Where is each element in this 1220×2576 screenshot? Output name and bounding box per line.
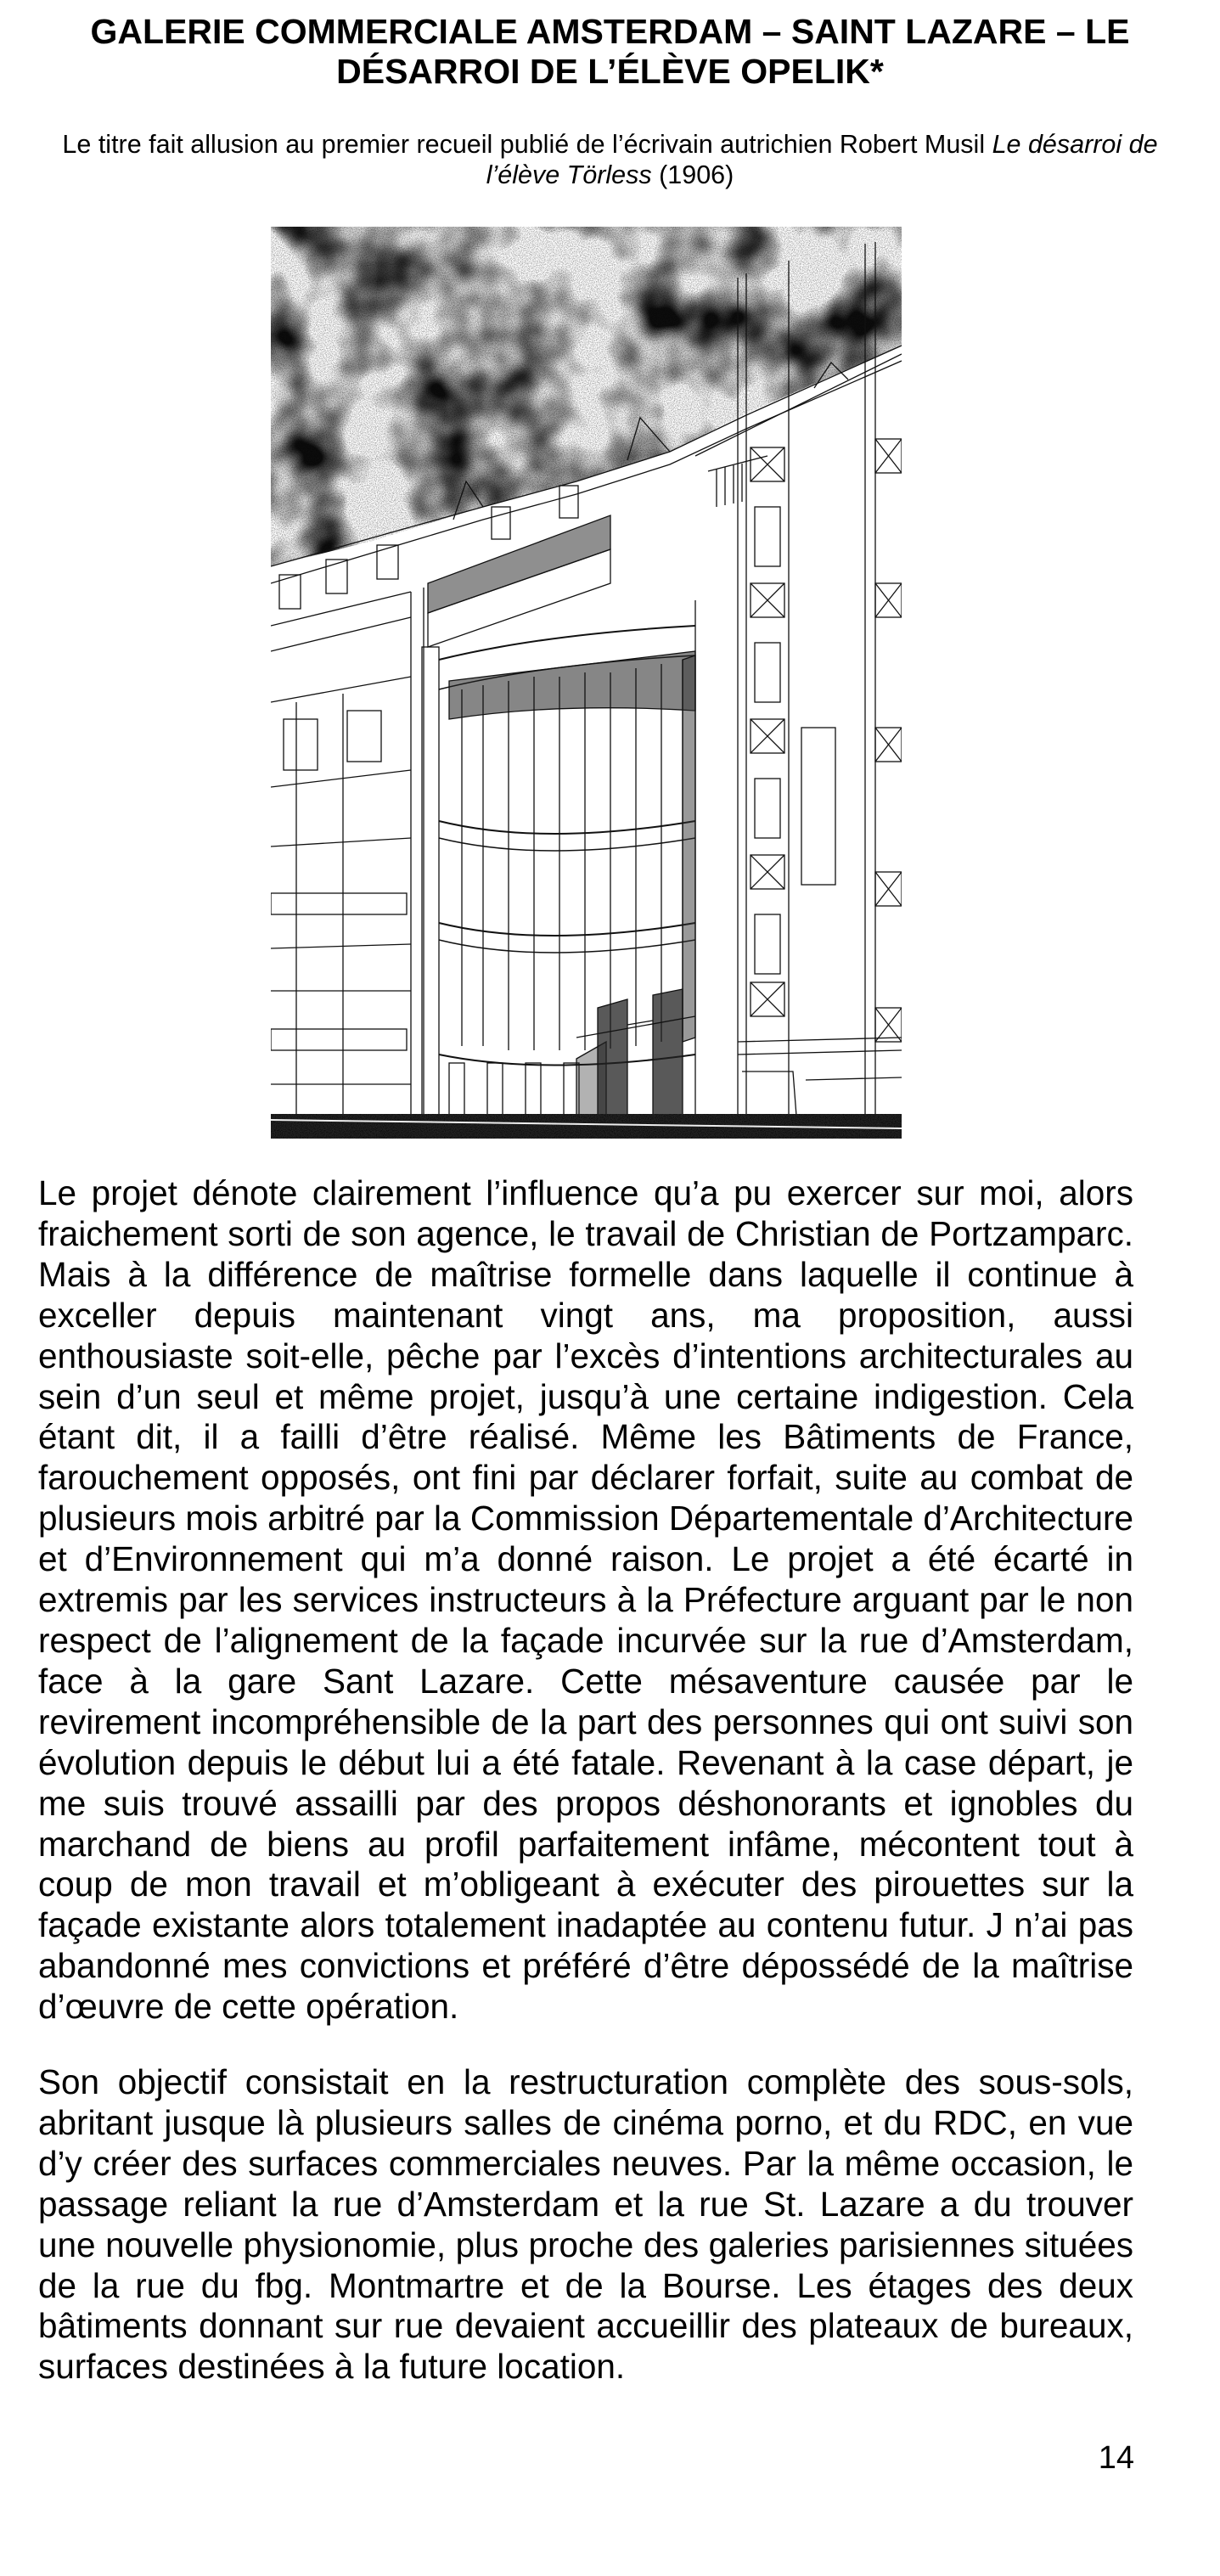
book-title: Le désarroi de l’élève Törless: [486, 130, 1158, 189]
title-note-year: (1906): [651, 160, 734, 189]
article-body: [38, 1173, 1133, 2388]
building-sketch-icon: [271, 227, 902, 1139]
title-note-text: Le titre fait allusion au premier recueil publié de l’écrivain autrichien Robert Musil: [62, 130, 992, 159]
paragraph: Le projet dénote clairement l’influence qu’a pu exercer sur moi, alors fraichement sorti de son agence, le travail de Christian de Portzamparc. Mais à la différence de maîtrise formelle dans laquelle il continue à exceller depuis maintenant vingt ans, ma proposition, aussi enthousiaste soit-elle, pêche par l’excès d’intentions architecturales au sein d’un seul et même projet, jusqu’à une certaine indigestion. Cela étant dit, il a failli d’être réalisé. Même les Bâtiments de France, farouchement opposés, ont fini par déclarer forfait, suite au combat de plusieurs mois arbitré par la Commission Départementale d’Architecture et d’Environnement qui m’a donné raison. Le projet a été écarté in extremis par les services instructeurs à la Préfecture arguant par le non respect de l’alignement de la façade incurvée sur la rue d’Amsterdam, face à la gare Sant Lazare. Cette mésaventure causée par le revirement incompréhensible de la part des personnes qui ont suivi son évolution depuis le début lui a été fatale. Revenant à la case départ, je me suis trouvé assailli par des propos déshonorants et ignobles du marchand de biens au profil parfaitement infâme, mécontent tout à coup de mon travail et m’obligeant à exécuter des pirouettes sur la façade existante alors totalement inadaptée au contenu futur. J n’ai pas abandonné mes convictions et préféré d’être dépossédé de la maîtrise d’œuvre de cette opération.: [38, 1173, 1133, 2027]
page-number: 14: [1098, 2440, 1134, 2476]
paragraph: Son objectif consistait en la restructuration complète des sous-sols, abritant jusque là plusieurs salles de cinéma porno, et du RDC, en vue d’y créer des surfaces commerciales neuves. Par la même occasion, le passage reliant la rue d’Amsterdam et la rue St. Lazare a du trouver une nouvelle physionomie, plus proche des galeries parisiennes situées de la rue du fbg. Montmartre et de la Bourse. Les étages des deux bâtiments donnant sur rue devaient accueillir des plateaux de bureaux, surfaces destinées à la future location.: [38, 2062, 1133, 2387]
title-note: [34, 129, 1186, 190]
architectural-drawing: [271, 227, 902, 1139]
page-title: GALERIE COMMERCIALE AMSTERDAM – SAINT LAZARE – LE DÉSARROI DE L’ÉLÈVE OPELIK*: [90, 12, 1130, 91]
